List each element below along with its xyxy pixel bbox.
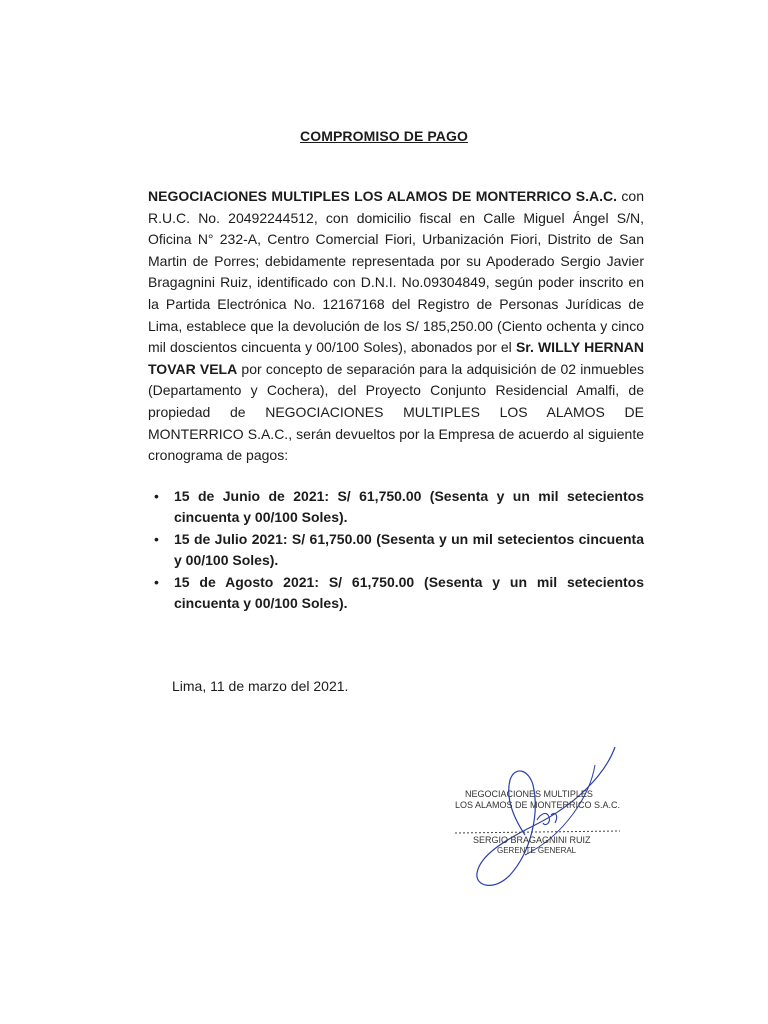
payment-item — [148, 529, 644, 571]
paragraph-text-2: por concepto de separación para la adquisición de 02 inmuebles (Departamento y Cochera), del Proyecto Conjunto Residencial Amalfi, de propiedad de NEGOCIACIONES MULTIPLES LOS ALAMOS DE MONTERRICO S.A.C., serán devueltos por la Empresa de acuerdo al siguiente cronograma de pagos: — [148, 360, 645, 464]
bullet: • — [154, 574, 159, 590]
stamp-signer-name: SERGIO BRAGAGNINI RUIZ — [473, 835, 591, 845]
bullet: • — [154, 488, 159, 504]
bullet: • — [154, 531, 159, 547]
payment-item — [148, 486, 644, 528]
place-and-date: Lima, 11 de marzo del 2021. — [172, 678, 349, 694]
payment-item — [148, 572, 644, 614]
payment-text: 15 de Julio 2021: S/ 61,750.00 (Sesenta y un mil setecientos cincuenta y 00/100 Soles). — [174, 531, 644, 568]
handwritten-signature — [455, 745, 645, 895]
payment-text: 15 de Junio de 2021: S/ 61,750.00 (Sesenta y un mil setecientos cincuenta y 00/100 Soles). — [174, 488, 644, 525]
stamp-signer-role: GERENTE GENERAL — [497, 846, 577, 855]
stamp-company-line-1: NEGOCIACIONES MULTIPLES — [465, 789, 593, 799]
payment-text: 15 de Agosto 2021: S/ 61,750.00 (Sesenta y un mil setecientos cincuenta y 00/100 Soles). — [174, 574, 644, 611]
beneficiary-name: Sr. WILLY HERNAN TOVAR VELA — [148, 339, 644, 377]
document-title: COMPROMISO DE PAGO — [300, 128, 468, 144]
stamp-company-line-2: LOS ALAMOS DE MONTERRICO S.A.C. — [455, 800, 621, 810]
signature-stamp — [455, 745, 645, 895]
company-name: NEGOCIACIONES MULTIPLES LOS ALAMOS DE MONTERRICO S.A.C. — [148, 188, 618, 204]
commitment-paragraph — [148, 186, 644, 467]
paragraph-text-1: con R.U.C. No. 20492244512, con domicilio fiscal en Calle Miguel Ángel S/N, Oficina N° 232-A, Centro Comercial Fiori, Urbanización Fiori, Distrito de San Martin de Porres; debidamente representada por su Apoderado Sergio Javier Bragagnini Ruiz, identificado con D.N.I. No.09304849, según poder inscrito en la Partida Electrónica No. 12167168 del Registro de Personas Jurídicas de Lima, establece que la devolución de los S/ 185,250.00 (Ciento ochenta y cinco mil doscientos cincuenta y 00/100 Soles), abonados por el — [148, 188, 644, 356]
payment-schedule — [148, 486, 644, 615]
